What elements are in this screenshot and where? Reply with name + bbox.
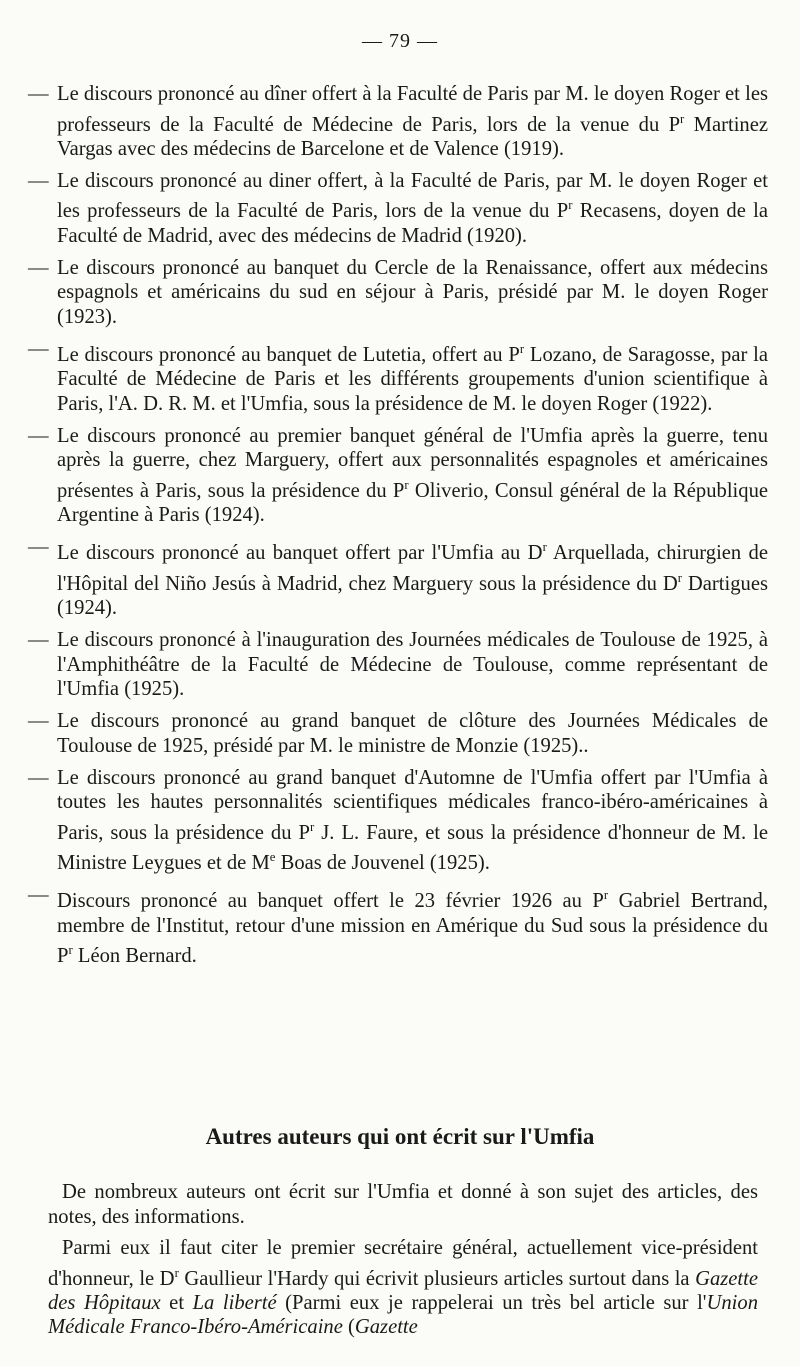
entry-dash: — bbox=[28, 424, 49, 447]
text-segment: Le discours prononcé au grand banquet de clôture des Journées Médicales de Toulouse de 1925, présidé par M. le ministre de Monzie (1925).. bbox=[57, 710, 768, 757]
text-segment: Le discours prononcé au banquet du Cercle de la Renaissance, offert aux médecins espagnols et américains du sud en séjour à Paris, présidé par M. le doyen Roger (1923). bbox=[57, 256, 768, 328]
entry-dash: — bbox=[28, 629, 49, 652]
speech-entry bbox=[28, 424, 768, 528]
italic-title: Union Médicale Franco-Ibéro-Américaine bbox=[48, 1291, 758, 1339]
entry-dash: — bbox=[28, 169, 49, 192]
entry-dash: — bbox=[28, 256, 49, 279]
speech-list bbox=[28, 82, 768, 976]
entry-dash: — bbox=[28, 884, 49, 907]
italic-title: La liberté bbox=[192, 1291, 277, 1314]
text-segment: De nombreux auteurs ont écrit sur l'Umfia et donné à son sujet des articles, des notes, des informations. bbox=[48, 1181, 758, 1228]
entry-dash: — bbox=[28, 710, 49, 733]
text-segment: et bbox=[160, 1291, 193, 1314]
text-segment: Dartigues (1924). bbox=[57, 572, 768, 620]
superscript: r bbox=[603, 888, 609, 903]
page-number: — 79 — bbox=[362, 30, 438, 52]
speech-entry bbox=[28, 169, 768, 248]
section-heading: Autres auteurs qui ont écrit sur l'Umfia bbox=[205, 1124, 595, 1149]
text-segment: Lozano, de Saragosse, par la Faculté de Médecine de Paris et les différents groupements d'union scientifique à Paris, l'A. D. R. M. et l'Umfia, sous la présidence de M. le doyen Roger (1922). bbox=[57, 343, 768, 415]
text-segment: Arquellada, chirurgien de l'Hôpital del Niño Jesús à Madrid, chez Marguery sous la présidence du D bbox=[57, 542, 768, 595]
superscript: r bbox=[568, 198, 573, 213]
text-segment: Le discours prononcé au banquet offert par l'Umfia au D bbox=[57, 542, 543, 565]
entry-dash: — bbox=[28, 338, 49, 360]
paragraph bbox=[48, 1180, 758, 1229]
text-segment: Le discours prononcé au banquet de Lutetia, offert au P bbox=[57, 343, 520, 366]
text-segment: Gabriel Bertrand, membre de l'Institut, retour d'une mission en Amérique du Sud sous la présidence du P bbox=[57, 890, 768, 967]
text-segment: (Parmi eux je rappelerai un très bel article sur l' bbox=[276, 1291, 707, 1314]
text-segment: Recasens, doyen de la Faculté de Madrid, avec des médecins de Madrid (1920). bbox=[57, 200, 768, 247]
text-segment: J. L. Faure, et sous la présidence d'honneur de M. le Ministre Leygues et de M bbox=[57, 821, 769, 875]
text-segment: Oliverio, Consul général de la République Argentine à Paris (1924). bbox=[57, 479, 769, 527]
entry-dash: — bbox=[28, 536, 49, 559]
entry-text bbox=[57, 169, 768, 248]
text-segment: Gaullieur l'Hardy qui écrivit plusieurs articles surtout dans la bbox=[178, 1267, 696, 1290]
entry-text bbox=[57, 709, 768, 758]
entry-text bbox=[57, 766, 768, 876]
text-segment: Léon Bernard. bbox=[72, 944, 197, 967]
text-segment: Le discours prononcé au dîner offert à la Faculté de Paris par M. le doyen Roger et les professeurs de la Faculté de Médecine de Paris, lors de la venue du P bbox=[57, 83, 768, 136]
superscript: r bbox=[680, 111, 685, 126]
entry-text bbox=[57, 883, 768, 968]
superscript: r bbox=[310, 819, 315, 834]
entry-dash: — bbox=[28, 83, 49, 105]
text-segment: Martinez Vargas avec des médecins de Barcelone et de Valence (1919). bbox=[57, 113, 768, 160]
text-segment: Le discours prononcé au diner offert, à la Faculté de Paris, par M. le doyen Roger et les professeurs de la Faculté de Paris, lors de la venue du P bbox=[57, 169, 768, 223]
speech-entry bbox=[28, 82, 768, 161]
text-segment: Discours prononcé au banquet offert le 23 février 1926 au P bbox=[57, 890, 604, 913]
superscript: r bbox=[519, 342, 525, 356]
text-segment: Le discours prononcé au grand banquet d'Automne de l'Umfia offert par l'Umfia à toutes les hautes personnalités scientifiques médicales franco-ibéro-américaines à Paris, sous la présidence du P bbox=[57, 766, 768, 844]
text-segment: Parmi eux il faut citer le premier secrétaire général, actuellement vice-président d'honneur, le D bbox=[48, 1237, 758, 1290]
superscript: r bbox=[677, 570, 682, 585]
superscript: r bbox=[68, 943, 73, 958]
entry-text bbox=[57, 82, 768, 161]
entry-text bbox=[57, 256, 768, 330]
entry-dash: — bbox=[28, 766, 49, 789]
italic-title: Gazette des Hôpitaux bbox=[48, 1267, 758, 1314]
entry-text bbox=[57, 424, 768, 528]
speech-entry bbox=[28, 883, 768, 968]
text-segment: Le discours prononcé à l'inauguration des Journées médicales de Toulouse de 1925, à l'Amphithéâtre de la Faculté de Médecine de Toulouse, comme représentant de l'Umfia (1925). bbox=[57, 629, 768, 701]
superscript: r bbox=[404, 477, 409, 492]
speech-entry bbox=[28, 766, 768, 876]
text-segment: ( bbox=[342, 1316, 355, 1339]
superscript: r bbox=[174, 1265, 179, 1280]
speech-entry bbox=[28, 535, 768, 620]
superscript: r bbox=[542, 540, 547, 555]
superscript: e bbox=[269, 850, 276, 865]
entry-text bbox=[57, 535, 768, 620]
entry-text bbox=[57, 628, 768, 702]
text-segment: Boas de Jouvenel (1925). bbox=[275, 852, 490, 875]
speech-entry bbox=[28, 337, 768, 416]
entry-text bbox=[57, 337, 768, 416]
speech-entry bbox=[28, 709, 768, 758]
speech-entry bbox=[28, 628, 768, 702]
paragraph bbox=[48, 1236, 758, 1340]
speech-entry bbox=[28, 256, 768, 330]
italic-title: Gazette bbox=[354, 1316, 418, 1339]
text-segment: Le discours prononcé au premier banquet général de l'Umfia après la guerre, tenu après la guerre, chez Marguery, offert aux personnalités espagnoles et américaines présentes à Paris, sous la présidence du P bbox=[57, 424, 768, 502]
